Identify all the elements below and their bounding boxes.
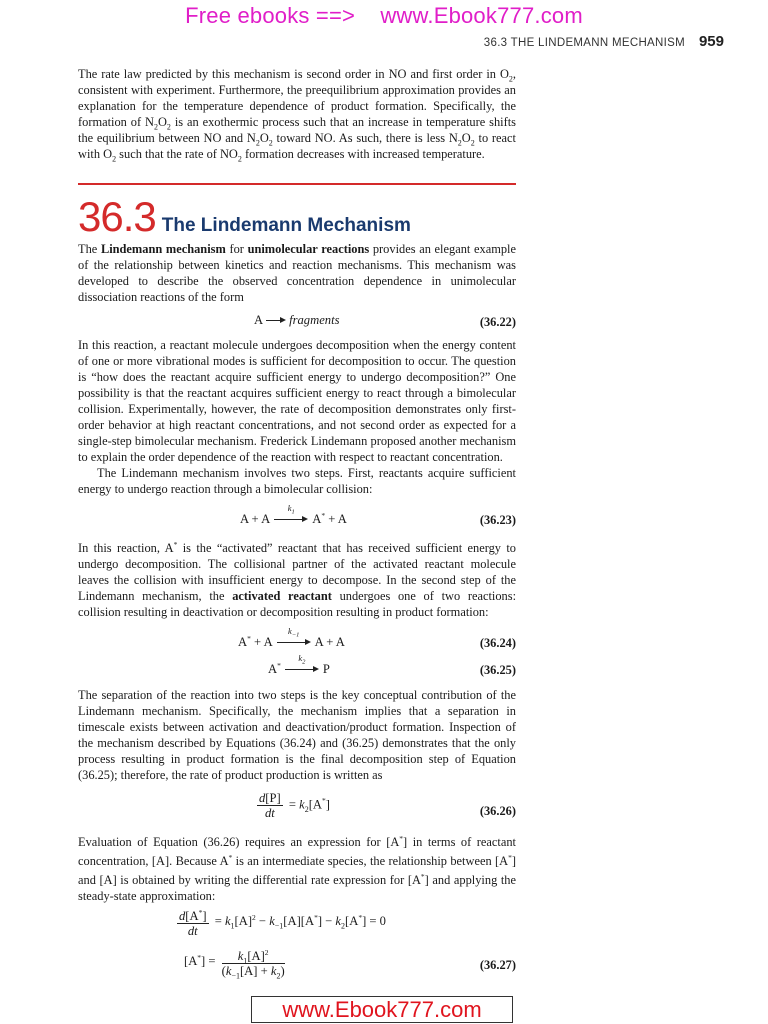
running-head-title: 36.3 THE LINDEMANN MECHANISM xyxy=(483,37,685,49)
equation-36-24: A* + A $k_{-1}$ A + A (36.24) xyxy=(238,626,516,650)
equation-36-22: A fragments (36.22) xyxy=(254,313,516,329)
paragraph-steady-state: Evaluation of Equation (36.26) requires an expression for [A*] in terms of reactant concentration, [A]. Because A* is an intermediate species, the relationship between [A*] and [A] is obtained by writing the differential rate expression for [A*] and applying the steady-state approximation: xyxy=(78,834,517,904)
free-ebooks-link[interactable]: Free ebooks ==> xyxy=(185,3,356,28)
running-head xyxy=(484,33,724,50)
equation-36-23: A + A $k_1$ A* + A (36.23) xyxy=(240,503,516,527)
ebook777-link[interactable]: www.Ebook777.com xyxy=(380,3,583,28)
paragraph-lindemann-intro: The Lindemann mechanism for unimolecular reactions provides an elegant example of the relationship between kinetics and reaction mechanisms. This mechanism was developed to describe the observed concentration dependence in unimolecular dissociation reactions of the form xyxy=(78,242,516,304)
footer-ebook-link[interactable]: www.Ebook777.com xyxy=(251,996,513,1023)
paragraph-separation: The separation of the reaction into two steps is the key conceptual contribution of the Lindemann mechanism. Specifically, the mechanism implies that a separation in timescale exists between activation and deactivation/product formation. Inspection of the mechanism described by Equations (36.24) and (36.25) demonstrates that the only process resulting in product formation is the final decomposition step of Equation (36.25); therefore, the rate of product production is written as xyxy=(78,688,516,782)
equation-rate-astar: $\frac{d[A^*]}{dt}$ = $k_1[A]^2 - k_{-1}[A][A^*] - k_2[A^*] = 0$ xyxy=(179,908,386,939)
equation-number: (36.26) xyxy=(479,804,516,818)
equation-36-27: [A*] = $\frac{k_1[A]^2}{(k_{-1}[A] + k_2)}$ (36.27) xyxy=(184,948,516,981)
section-heading xyxy=(78,192,411,242)
equation-number: (36.22) xyxy=(479,315,516,329)
equation-number: (36.24) xyxy=(479,636,516,650)
equation-36-26: $\frac{d[P]}{dt}$ = $k_2[A^*]$ (36.26) xyxy=(259,791,516,820)
top-banner[interactable] xyxy=(0,3,768,29)
paragraph-decomposition: In this reaction, a reactant molecule undergoes decomposition when the energy content of one or more vibrational modes is sufficient for decomposition to occur. The question is “how does the reactant acquire sufficient energy to undergo decomposition?” One possibility is that the reactant acquires sufficient energy to react through a bimolecular collision. Experimentally, however, the rate of decomposition demonstrates only first-order behavior at high reactant concentrations, and not second order as expected for a single-step bimolecular mechanism. Frederick Lindemann proposed another mechanism to explain the order dependence of the reaction with respect to reactant concentration. The Lindemann mechanism involves two steps. First, reactants acquire sufficient energy to undergo reaction through a bimolecular collision: xyxy=(78,338,516,496)
paragraph-activated-reactant: In this reaction, A* is the “activated” reactant that has received sufficient energy to undergo decomposition. The collisional partner of the activated reactant molecule leaves the collision with insufficient energy to decompose. In the second step of the Lindemann mechanism, the activated reactant undergoes one of two reactions: collision resulting in deactivation or decomposition resulting in product formation: xyxy=(78,540,517,620)
equation-36-25: A* $k_2$ P (36.25) xyxy=(268,653,516,677)
section-divider xyxy=(78,183,516,185)
section-title: The Lindemann Mechanism xyxy=(161,215,411,236)
equation-number: (36.27) xyxy=(479,958,516,972)
section-number: 36.3 xyxy=(78,193,156,240)
equation-number: (36.23) xyxy=(479,513,516,527)
intro-paragraph: The rate law predicted by this mechanism is second order in NO and first order in $O_2$, consistent with experiment. Furthermore, the preequilibrium approximation provides an explanation for the temperature dependence of product formation. Specifically, the formation of $N_2O_2$ is an exothermic process such that an increase in temperature shifts the equilibrium between NO and $N_2O_2$ toward NO. As such, there is less $N_2O_2$ to react with $O_2$ such that the rate of $NO_2$ formation decreases with increased temperature. xyxy=(78,67,516,164)
page-number: 959 xyxy=(698,33,724,50)
equation-number: (36.25) xyxy=(479,663,516,677)
